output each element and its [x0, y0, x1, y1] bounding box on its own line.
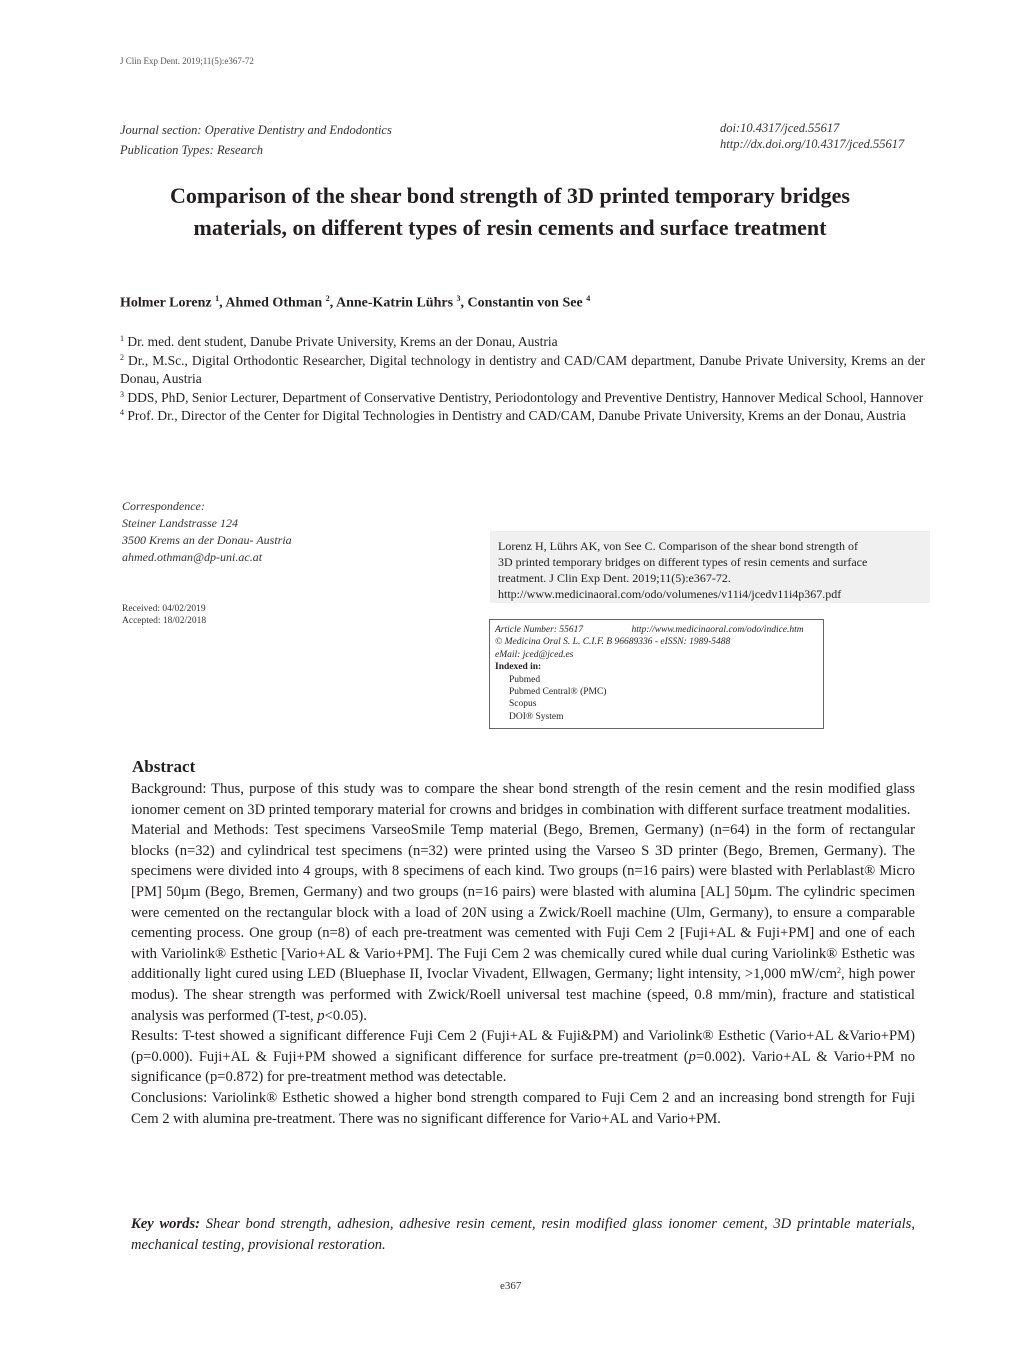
author-affil-mark: 4 — [586, 294, 591, 303]
keywords-label: Key words: — [131, 1216, 200, 1232]
citation-line: treatment. J Clin Exp Dent. 2019;11(5):e367-72. — [498, 571, 731, 585]
affiliation-mark: 1 — [120, 334, 124, 343]
doi-link[interactable]: http://dx.doi.org/10.4317/jced.55617 — [720, 137, 905, 151]
abstract-body — [131, 779, 915, 1129]
p-symbol: p — [317, 1007, 325, 1024]
affiliation-item — [120, 333, 925, 352]
affiliation-text: Dr. med. dent student, Danube Private University, Krems an der Donau, Austria — [127, 334, 558, 349]
affiliation-item — [120, 389, 925, 408]
author-name: Anne-Katrin Lührs — [335, 295, 454, 311]
index-item: Pubmed Central® (PMC) — [509, 687, 607, 698]
citation-box — [490, 531, 930, 603]
abstract-results — [131, 1026, 915, 1088]
journal-info — [120, 120, 392, 160]
indexed-label: Indexed in: — [495, 662, 542, 673]
citation-line: 3D printed temporary bridges on different types of resin cements and surface — [498, 555, 868, 569]
dates-block — [122, 604, 206, 627]
author-name: Constantin von See — [467, 295, 583, 311]
author-name: Holmer Lorenz — [120, 295, 212, 311]
citation-link[interactable]: http://www.medicinaoral.com/odo/volumenes/v11i4/jcedv11i4p367.pdf — [498, 587, 842, 601]
author-name: Ahmed Othman — [225, 295, 323, 311]
correspondence-label: Correspondence: — [122, 499, 205, 513]
correspondence-address-2: 3500 Krems an der Donau- Austria — [122, 533, 292, 547]
abstract-methods — [131, 820, 915, 1026]
index-item: Scopus — [509, 699, 537, 710]
article-info-box — [489, 619, 824, 729]
results-text: =0.002). Vario+AL & Vario+PM no significance (p=0.872) for pre-treatment method was detectable. — [131, 1048, 915, 1086]
article-title — [110, 180, 910, 244]
index-item: Pubmed — [509, 674, 541, 685]
received-date: Received: 04/02/2019 — [122, 604, 206, 614]
accepted-date: Accepted: 18/02/2018 — [122, 615, 207, 626]
copyright: © Medicina Oral S. L. C.I.F. B 96689336 - eISSN: 1989-5488 — [495, 637, 731, 648]
article-number-row — [495, 624, 818, 636]
page-number: e367 — [500, 1280, 522, 1292]
affiliation-item — [120, 352, 925, 389]
author-list: Holmer Lorenz $^1$, Ahmed Othman $^2$, Anne-Katrin Lührs $^3$, Constantin von See $^4$ — [120, 294, 591, 311]
methods-text: , high power modus). The shear strength was performed with Zwick/Roell universal test machine (speed, 0.8 mm/min), fracture and statistical analysis was performed (T-test, — [131, 966, 915, 1024]
abstract-heading: Abstract — [132, 757, 196, 776]
affiliation-text: Dr., M.Sc., Digital Orthodontic Researcher, Digital technology in dentistry and CAD/CAM department, Danube Private University, Krems an der Donau, Austria — [120, 352, 926, 387]
author-affil-mark: 1 — [215, 294, 220, 303]
correspondence-address-1: Steiner Landstrasse 124 — [122, 516, 239, 530]
title-line-2: materials, on different types of resin cements and surface treatment — [193, 215, 827, 240]
journal-index-link[interactable]: http://www.medicinaoral.com/odo/indice.htm — [631, 625, 804, 635]
affiliation-mark: 4 — [120, 408, 124, 418]
author-affil-mark: 2 — [325, 294, 330, 303]
affiliation-text: Prof. Dr., Director of the Center for Digital Technologies in Dentistry and CAD/CAM, Danube Private University, Krems an der Donau, Austria — [127, 408, 906, 424]
affiliation-mark: 2 — [120, 352, 124, 362]
correspondence-block — [122, 498, 292, 566]
publication-type: Publication Types: Research — [120, 143, 264, 157]
affiliation-text: DDS, PhD, Senior Lecturer, Department of Conservative Dentistry, Periodontology and Preventive Dentistry, Hannover Medical School, Hannover — [127, 389, 924, 405]
results-text: Results: T-test showed a significant difference Fuji Cem 2 (Fuji+AL & Fuji&PM) and Variolink® Esthetic (Vario+AL &Vario+PM) (p=0.000). Fuji+AL & Fuji+PM showed a significant difference for surface pre-treatment ( — [131, 1028, 915, 1065]
keywords — [131, 1214, 915, 1255]
citation-line: Lorenz H, Lührs AK, von See C. Comparison of the shear bond strength of — [498, 539, 858, 553]
affiliation-item — [120, 407, 925, 426]
methods-superscript: 2 — [836, 966, 841, 976]
keywords-text: Shear bond strength, adhesion, adhesive resin cement, resin modified glass ionomer cement, 3D printable materials, mechanical testing, provisional restoration. — [131, 1216, 915, 1253]
journal-email[interactable]: eMail: jced@jced.es — [495, 649, 574, 660]
affiliation-mark: 3 — [120, 389, 124, 399]
correspondence-email[interactable]: ahmed.othman@dp-uni.ac.at — [122, 550, 263, 564]
index-item: DOI® System — [509, 711, 564, 722]
doi: doi:10.4317/jced.55617 — [720, 121, 840, 135]
doi-block — [720, 120, 904, 152]
p-symbol: p — [688, 1048, 696, 1065]
abstract-conclusions: Conclusions: Variolink® Esthetic showed a higher bond strength compared to Fuji Cem 2 and an increasing bond strength for Fuji Cem 2 with alumina pre-treatment. There was no significant difference for Vario+AL and Vario+PM. — [131, 1089, 915, 1127]
abstract-background: Background: Thus, purpose of this study was to compare the shear bond strength of the resin cement and the resin modified glass ionomer cement on 3D printed temporary material for crowns and bridges in combination with different surface treatment modalities. — [131, 781, 915, 818]
author-affil-mark: 3 — [456, 294, 461, 303]
article-number: Article Number: 55617 — [495, 625, 584, 635]
journal-section: Journal section: Operative Dentistry and Endodontics — [120, 123, 392, 137]
title-line-1: Comparison of the shear bond strength of 3D printed temporary bridges — [170, 183, 850, 208]
affiliations — [120, 333, 925, 426]
running-head: J Clin Exp Dent. 2019;11(5):e367-72 — [120, 56, 254, 66]
methods-text: <0.05). — [324, 1007, 367, 1024]
methods-text: Material and Methods: Test specimens VarseoSmile Temp material (Bego, Bremen, Germany) (n=64) in the form of rectangular blocks (n=32) and cylindrical test specimens (n=32) were printed using the Varseo S 3D printer (Bego, Bremen, Germany). The specimens were divided into 4 groups, with 8 specimens of each kind. Two groups (n=16 pairs) were blasted with Perlablast® Micro [PM] 50µm (Bego, Bremen, Germany) and two groups (n=16 pairs) were blasted with alumina [AL] 50µm. The cylindric specimen were cemented on the rectangular block with a load of 20N using a Zwick/Roell machine (Ulm, Germany), to ensure a comparable cementing process. One group (n=8) of each pre-treatment was cemented with Fuji Cem 2 [Fuji+AL & Fuji+PM] and one of each with Variolink® Esthetic [Vario+AL & Vario+PM]. The Fuji Cem 2 was chemically cured while dual curing Variolink® Esthetic was additionally light cured using LED (Bluephase II, Ivoclar Vivadent, Ellwagen, Germany; light intensity, >1,000 mW/cm — [131, 822, 915, 983]
